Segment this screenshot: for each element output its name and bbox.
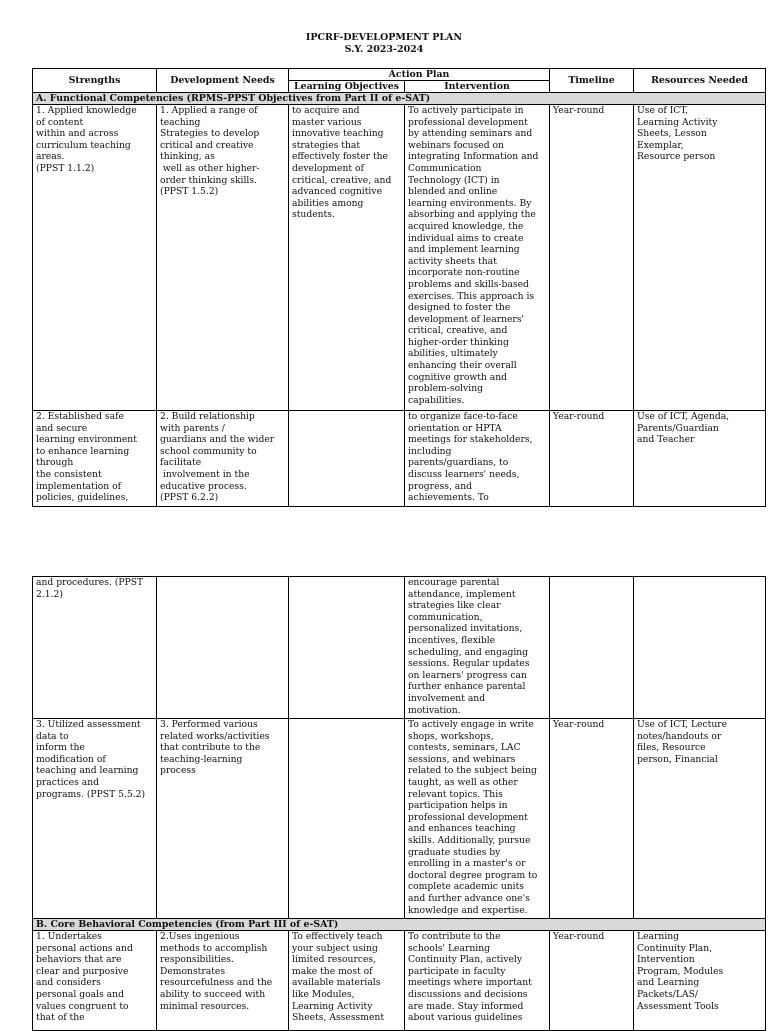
section-a-heading: A. Functional Competencies (RPMS-PPST Objectives from Part II of e-SAT) (33, 93, 766, 105)
intervention-cell: To contribute to the schools' Learning Continuity Plan, actively participate in faculty meetings where important discussions and decisions are made. Stay informed about various guidelines (405, 931, 550, 1031)
resources-cell: Use of ICT, Lecture notes/handouts or files, Resource person, Financial (634, 719, 766, 919)
learning-objective-cell (289, 577, 405, 719)
strength-cell: 2. Established safe and secure learning environment to enhance learning through the consistent implementation of policies, guidelines, (33, 411, 157, 507)
learning-objective-cell: To effectively teach your subject using limited resources, make the most of available materials like Modules, Learning Activity Sheets, Assessment (289, 931, 405, 1031)
header-strengths: Strengths (33, 69, 157, 93)
resources-cell: Learning Continuity Plan, Intervention Program, Modules and Learning Packets/LAS/ Assessment Tools (634, 931, 766, 1031)
development-need-cell (157, 577, 289, 719)
development-need-cell: 3. Performed various related works/activities that contribute to the teaching-learning process (157, 719, 289, 919)
timeline-cell: Year-round (550, 719, 634, 919)
header-intervention: Intervention (405, 81, 550, 93)
development-need-cell: 2. Build relationship with parents / guardians and the wider school community to facilitate involvement in the educative process. (PPST 6.2.2) (157, 411, 289, 507)
table-row (33, 411, 766, 507)
learning-objective-cell (289, 411, 405, 507)
strength-cell: 1. Applied knowledge of content within and across curriculum teaching areas. (PPST 1.1.2) (33, 105, 157, 411)
section-b-heading: B. Core Behavioral Competencies (from Part III of e-SAT) (33, 919, 766, 931)
table-row (33, 577, 766, 719)
header-development-needs: Development Needs (157, 69, 289, 93)
development-need-cell: 1. Applied a range of teaching Strategies to develop critical and creative thinking, as well as other higher- order thinking skills. (PPST 1.5.2) (157, 105, 289, 411)
development-need-cell: 2.Uses ingenious methods to accomplish responsibilities. Demonstrates resourcefulness and the ability to succeed with minimal resources. (157, 931, 289, 1031)
timeline-cell (550, 577, 634, 719)
resources-cell: Use of ICT, Agenda, Parents/Guardian and Teacher (634, 411, 766, 507)
learning-objective-cell (289, 719, 405, 919)
intervention-cell: To actively participate in professional development by attending seminars and webinars focused on integrating Information and Communication Technology (ICT) in blended and online learning environments. By absorbing and applying the acquired knowledge, the individual aims to create and implement learning activity sheets that incorporate non-routine problems and skills-based exercises. This approach is designed to foster the development of learners' critical, creative, and higher-order thinking abilities, ultimately enhancing their overall cognitive growth and problem-solving capabilities. (405, 105, 550, 411)
development-plan-table-page-2 (32, 576, 766, 1031)
timeline-cell: Year-round (550, 105, 634, 411)
table-row (33, 719, 766, 919)
header-action-plan: Action Plan (289, 69, 550, 81)
strength-cell: 3. Utilized assessment data to inform the modification of teaching and learning practices and programs. (PPST 5.5.2) (33, 719, 157, 919)
resources-cell: Use of ICT, Learning Activity Sheets, Lesson Exemplar, Resource person (634, 105, 766, 411)
timeline-cell: Year-round (550, 411, 634, 507)
strength-cell: and procedures. (PPST 2.1.2) (33, 577, 157, 719)
header-timeline: Timeline (550, 69, 634, 93)
header-learning-objectives: Learning Objectives (289, 81, 405, 93)
intervention-cell: encourage parental attendance, implement strategies like clear communication, personalized invitations, incentives, flexible scheduling, and engaging sessions. Regular updates on learners' progress can further enhance parental involvement and motivation. (405, 577, 550, 719)
timeline-cell: Year-round (550, 931, 634, 1031)
page-title: IPCRF-DEVELOPMENT PLAN (305, 32, 463, 43)
table-row (33, 105, 766, 411)
school-year: S.Y. 2023-2024 (344, 44, 424, 55)
strength-cell: 1. Undertakes personal actions and behaviors that are clear and purposive and considers personal goals and values congruent to that of the (33, 931, 157, 1031)
resources-cell (634, 577, 766, 719)
table-row (33, 931, 766, 1031)
header-resources-needed: Resources Needed (634, 69, 766, 93)
development-plan-table-page-1 (32, 68, 766, 507)
intervention-cell: to organize face-to-face orientation or HPTA meetings for stakeholders, including parents/guardians, to discuss learners' needs, progress, and achievements. To (405, 411, 550, 507)
intervention-cell: To actively engage in write shops, workshops, contests, seminars, LAC sessions, and webinars related to the subject being taught, as well as other relevant topics. This participation helps in professional development and enhances teaching skills. Additionally, pursue graduate studies by enrolling in a master's or doctoral degree program to complete academic units and further advance one's knowledge and expertise. (405, 719, 550, 919)
learning-objective-cell: to acquire and master various innovative teaching strategies that effectively foster the development of critical, creative, and advanced cognitive abilities among students. (289, 105, 405, 411)
